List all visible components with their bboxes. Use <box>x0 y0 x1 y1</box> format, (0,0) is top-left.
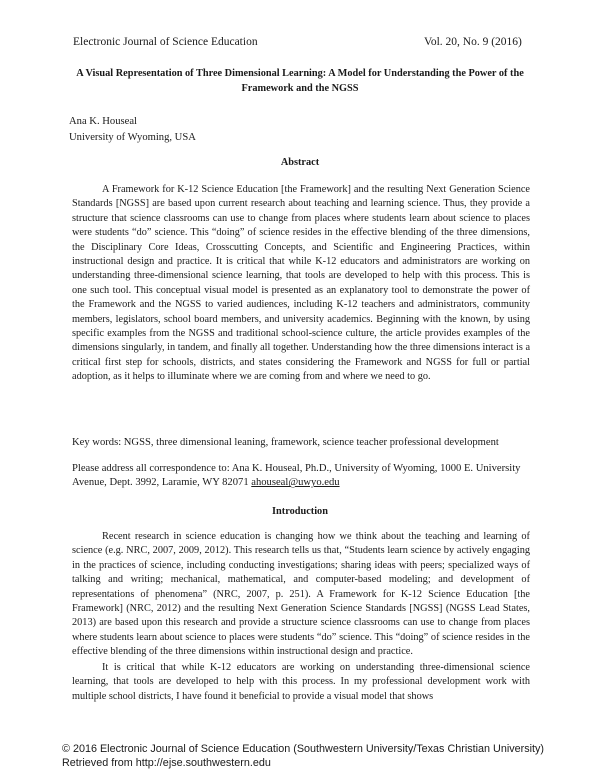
introduction-heading: Introduction <box>272 506 328 517</box>
author-affiliation: University of Wyoming, USA <box>69 132 196 143</box>
article-title: A Visual Representation of Three Dimensional Learning: A Model for Understanding the Power of the Framework and the NGSS <box>76 68 524 94</box>
author-name: Ana K. Houseal <box>69 116 137 127</box>
correspondence <box>72 462 542 491</box>
introduction-paragraph-2: It is critical that while K-12 educators are working on understanding three-dimensional science learning, that tools are developed to help with this process. In my professional development work with multiple school districts, I have found it beneficial to provide a visual model that shows <box>72 662 530 702</box>
introduction-paragraph-1: Recent research in science education is changing how we think about the teaching and learning of science (e.g. NRC, 2007, 2009, 2012). This research tells us that, “Students learn science by actively engaging in the practices of science, including conducting investigations; sharing ideas with peers; specialized ways of talking and writing; mechanical, mathematical, and computer-based modeling; and development of representations of phenomena” (NRC, 2007, p. 251). A Framework for K-12 Science Education [the Framework] (NRC, 2012) and the resulting Next Generation Science Standards [NGSS] (NGSS Lead States, 2013) are based upon this research and provide a structure science classrooms can use to change from places where students learn about science to places were students “do” science. This “doing” of science resides in the effective blending of the three dimensions within instructional design and practice. <box>72 531 530 658</box>
abstract-heading: Abstract <box>280 157 320 168</box>
correspondence-email-link[interactable]: ahouseal@uwyo.edu <box>251 477 340 489</box>
volume-issue: Vol. 20, No. 9 (2016) <box>424 36 522 48</box>
correspondence-text: Please address all correspondence to: Ana K. Houseal, Ph.D., University of Wyoming, 1000 E. University Avenue, Dept. 3992, Laramie, WY 82071 <box>72 463 521 489</box>
copyright-footer: © 2016 Electronic Journal of Science Education (Southwestern University/Texas Christian University) Retrieved from http://ejse.southwestern.edu <box>62 743 545 769</box>
journal-name: Electronic Journal of Science Education <box>73 36 258 48</box>
keywords: Key words: NGSS, three dimensional leaning, framework, science teacher professional development <box>72 437 499 448</box>
abstract-text: A Framework for K-12 Science Education [the Framework] and the resulting Next Generation Science Standards [NGSS] are based upon current research about teaching and learning science. Thus, they provide a structure that science classrooms can use to change from places where students learn about science to places were students “do” science. This “doing” of science resides in the effective blending of the three dimensions, the Disciplinary Core Ideas, Crosscutting Concepts, and Scientific and Engineering Practices, within instructional design and practice. It is critical that while K-12 educators and administrators are working on understanding three-dimensional science learning, that tools are developed to help with this process. This is one such tool. This conceptual visual model is presented as an explanatory tool to demonstrate the power of the Framework and the NGSS to varied audiences, including K-12 teachers and administrators, community members, legislators, school board members, and university academics. Beginning with the known, by using specific examples from the NGSS and traditional school-science culture, the article provides examples of the dimensions singularly, in tandem, and finally all together. Understanding how the three dimensions interact is a critical first step for schools, districts, and states considering the Framework and NGSS for full or partial adoption, as it helps to illuminate where we are coming from and where we need to go. <box>72 184 531 383</box>
